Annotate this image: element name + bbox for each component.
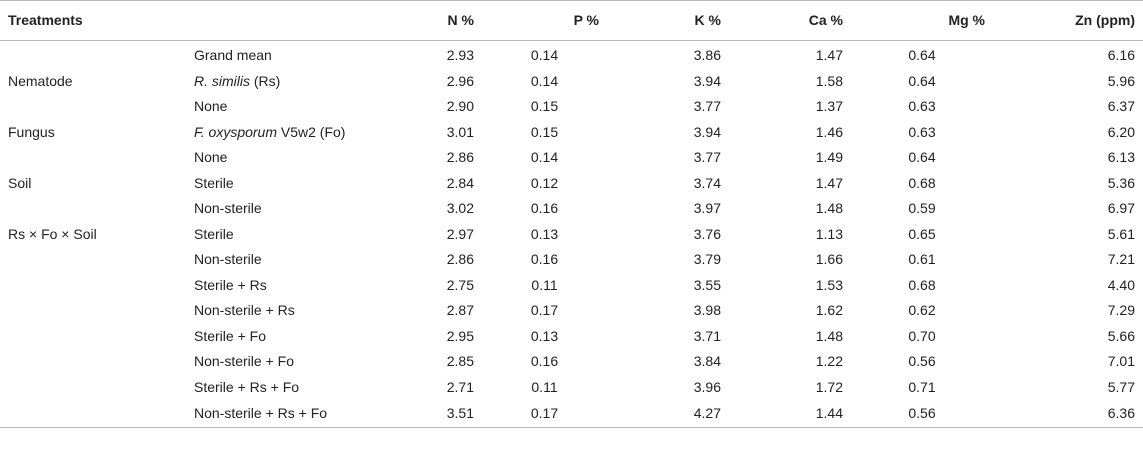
table-row (0, 375, 1143, 401)
treatment-group (0, 94, 186, 120)
treatment-level (186, 41, 392, 69)
table-row (0, 94, 1143, 120)
cell-mg: 0.56 (908, 353, 936, 369)
level-label: Non-sterile + Rs (194, 302, 295, 318)
cell-zn: 6.20 (1107, 123, 1135, 140)
cell-k: 3.94 (693, 123, 721, 140)
level-label: (Rs) (250, 72, 281, 89)
cell-ca: 1.72 (815, 378, 843, 395)
cell-ca: 1.13 (815, 225, 843, 242)
cell-p: 0.16 (530, 251, 559, 267)
treatment-group (0, 324, 186, 350)
cell-n: 3.02 (446, 200, 474, 216)
cell-k: 3.71 (693, 327, 721, 344)
cell-zn: 7.29 (1107, 302, 1135, 318)
species-name: R. similis (194, 72, 250, 89)
level-label: None (194, 98, 228, 114)
cell-p: 0.16 (530, 353, 559, 369)
cell-ca: 1.37 (815, 98, 843, 114)
level-label: Sterile + Rs (194, 276, 267, 293)
header-k: K % (607, 1, 729, 41)
cell-n: 2.86 (446, 149, 474, 165)
treatment-level (186, 145, 392, 171)
cell-k: 3.76 (693, 225, 721, 242)
cell-k: 3.74 (693, 174, 721, 191)
cell-zn: 4.40 (1107, 276, 1135, 293)
level-label: Non-sterile (194, 200, 262, 216)
cell-p: 0.15 (530, 98, 559, 114)
cell-p: 0.14 (530, 149, 559, 165)
cell-n: 2.90 (446, 98, 474, 114)
cell-k: 3.96 (693, 378, 721, 395)
cell-ca: 1.58 (815, 72, 843, 89)
header-ca: Ca % (729, 1, 851, 41)
cell-mg: 0.63 (908, 98, 936, 114)
header-level (186, 1, 392, 41)
cell-p: 0.17 (530, 302, 559, 318)
cell-mg: 0.64 (908, 149, 936, 165)
cell-mg: 0.56 (851, 400, 993, 428)
cell-mg: 0.63 (908, 123, 936, 140)
cell-p: 0.16 (530, 200, 559, 216)
cell-zn: 6.97 (1107, 200, 1135, 216)
cell-zn: 5.77 (1107, 378, 1135, 395)
treatment-level (186, 400, 392, 428)
cell-p: 0.11 (531, 378, 558, 395)
treatment-level (186, 222, 392, 248)
treatment-group (0, 375, 186, 401)
cell-zn: 5.61 (1107, 225, 1135, 242)
cell-zn: 6.16 (1107, 47, 1135, 63)
treatment-group (0, 196, 186, 222)
cell-n: 2.95 (446, 327, 474, 344)
treatment-group (0, 145, 186, 171)
cell-zn: 6.13 (1107, 149, 1135, 165)
level-label: Sterile (194, 225, 234, 242)
cell-ca: 1.47 (815, 47, 843, 63)
cell-mg: 0.62 (908, 302, 936, 318)
treatment-level (186, 120, 392, 146)
level-label: Non-sterile + Fo (194, 353, 294, 369)
cell-n: 3.01 (446, 123, 474, 140)
level-label: Sterile (194, 174, 234, 191)
cell-k: 3.84 (693, 353, 721, 369)
table-row (0, 145, 1143, 171)
table-row (0, 324, 1143, 350)
cell-ca: 1.62 (815, 302, 843, 318)
table-row (0, 171, 1143, 197)
cell-mg: 0.68 (908, 276, 936, 293)
treatment-group (0, 247, 186, 273)
table-row (0, 120, 1143, 146)
cell-n: 2.87 (446, 302, 474, 318)
treatment-level (186, 69, 392, 95)
treatment-level (186, 196, 392, 222)
header-row (0, 1, 1143, 41)
level-label: Non-sterile + Rs + Fo (194, 404, 328, 421)
treatment-group (0, 41, 186, 69)
level-label: Sterile + Fo (194, 327, 266, 344)
header-mg: Mg % (851, 1, 993, 41)
cell-k: 3.79 (693, 251, 721, 267)
cell-zn: 6.37 (1107, 98, 1135, 114)
cell-n: 2.96 (446, 72, 474, 89)
treatment-level (186, 171, 392, 197)
cell-zn: 5.96 (1107, 72, 1135, 89)
cell-n: 2.86 (446, 251, 474, 267)
table-body (0, 41, 1143, 428)
cell-n: 2.97 (446, 225, 474, 242)
level-label: Non-sterile (194, 251, 262, 267)
cell-mg: 0.70 (908, 327, 936, 344)
cell-n: 2.75 (446, 276, 474, 293)
cell-mg: 0.59 (908, 200, 936, 216)
cell-p: 0.14 (530, 72, 559, 89)
header-zn: Zn (ppm) (993, 1, 1143, 41)
table-row (0, 196, 1143, 222)
cell-mg: 0.71 (908, 378, 936, 395)
cell-n: 2.85 (446, 353, 474, 369)
cell-p: 0.13 (530, 225, 559, 242)
cell-p: 0.13 (530, 327, 559, 344)
cell-k: 3.77 (693, 98, 721, 114)
cell-p: 0.14 (530, 47, 559, 63)
cell-zn: 5.36 (1107, 174, 1135, 191)
treatment-level (186, 94, 392, 120)
cell-k: 3.77 (693, 149, 721, 165)
cell-ca: 1.66 (815, 251, 843, 267)
cell-ca: 1.49 (815, 149, 843, 165)
cell-mg: 0.64 (908, 72, 936, 89)
treatment-group (0, 400, 186, 428)
cell-k: 3.98 (693, 302, 721, 318)
cell-ca: 1.53 (815, 276, 843, 293)
cell-ca: 1.22 (815, 353, 843, 369)
table-row (0, 247, 1143, 273)
cell-ca: 1.48 (815, 200, 843, 216)
treatment-group: Rs × Fo × Soil (8, 225, 97, 242)
treatment-group: Soil (8, 174, 32, 191)
cell-ca: 1.44 (729, 400, 851, 428)
cell-p: 0.17 (482, 400, 607, 428)
level-label: None (194, 149, 228, 165)
treatment-level (186, 349, 392, 375)
header-n: N % (392, 1, 482, 41)
treatment-group (0, 349, 186, 375)
cell-mg: 0.64 (908, 47, 936, 63)
table-row (0, 400, 1143, 428)
cell-n: 3.51 (392, 400, 482, 428)
cell-zn: 6.36 (993, 400, 1143, 428)
cell-p: 0.12 (530, 174, 559, 191)
cell-ca: 1.47 (815, 174, 843, 191)
header-p: P % (482, 1, 607, 41)
header-treatments: Treatments (0, 1, 186, 41)
table-row (0, 41, 1143, 69)
treatment-group (0, 298, 186, 324)
table-row (0, 69, 1143, 95)
cell-p: 0.15 (530, 123, 559, 140)
cell-p: 0.11 (531, 276, 558, 293)
cell-mg: 0.65 (908, 225, 936, 242)
cell-n: 2.71 (446, 378, 474, 395)
treatment-group: Fungus (8, 123, 55, 140)
cell-k: 3.55 (693, 276, 721, 293)
treatment-level (186, 298, 392, 324)
treatment-level (186, 273, 392, 299)
cell-k: 3.86 (693, 47, 721, 63)
cell-k: 3.97 (693, 200, 721, 216)
cell-zn: 5.66 (1107, 327, 1135, 344)
treatment-group (0, 273, 186, 299)
table-row (0, 222, 1143, 248)
cell-ca: 1.48 (815, 327, 843, 344)
cell-mg: 0.68 (908, 174, 936, 191)
level-label: V5w2 (Fo) (277, 123, 346, 140)
table-row (0, 298, 1143, 324)
cell-zn: 7.01 (1107, 353, 1135, 369)
treatment-level (186, 375, 392, 401)
table-row (0, 273, 1143, 299)
species-name: F. oxysporum (194, 123, 277, 140)
cell-n: 2.93 (446, 47, 474, 63)
cell-ca: 1.46 (815, 123, 843, 140)
cell-n: 2.84 (446, 174, 474, 191)
level-label: Grand mean (194, 47, 272, 63)
table-row (0, 349, 1143, 375)
treatment-level (186, 324, 392, 350)
cell-k: 4.27 (607, 400, 729, 428)
treatment-group: Nematode (8, 72, 73, 89)
cell-zn: 7.21 (1107, 251, 1135, 267)
cell-k: 3.94 (693, 72, 721, 89)
cell-mg: 0.61 (908, 251, 936, 267)
treatment-level (186, 247, 392, 273)
level-label: Sterile + Rs + Fo (194, 378, 300, 395)
